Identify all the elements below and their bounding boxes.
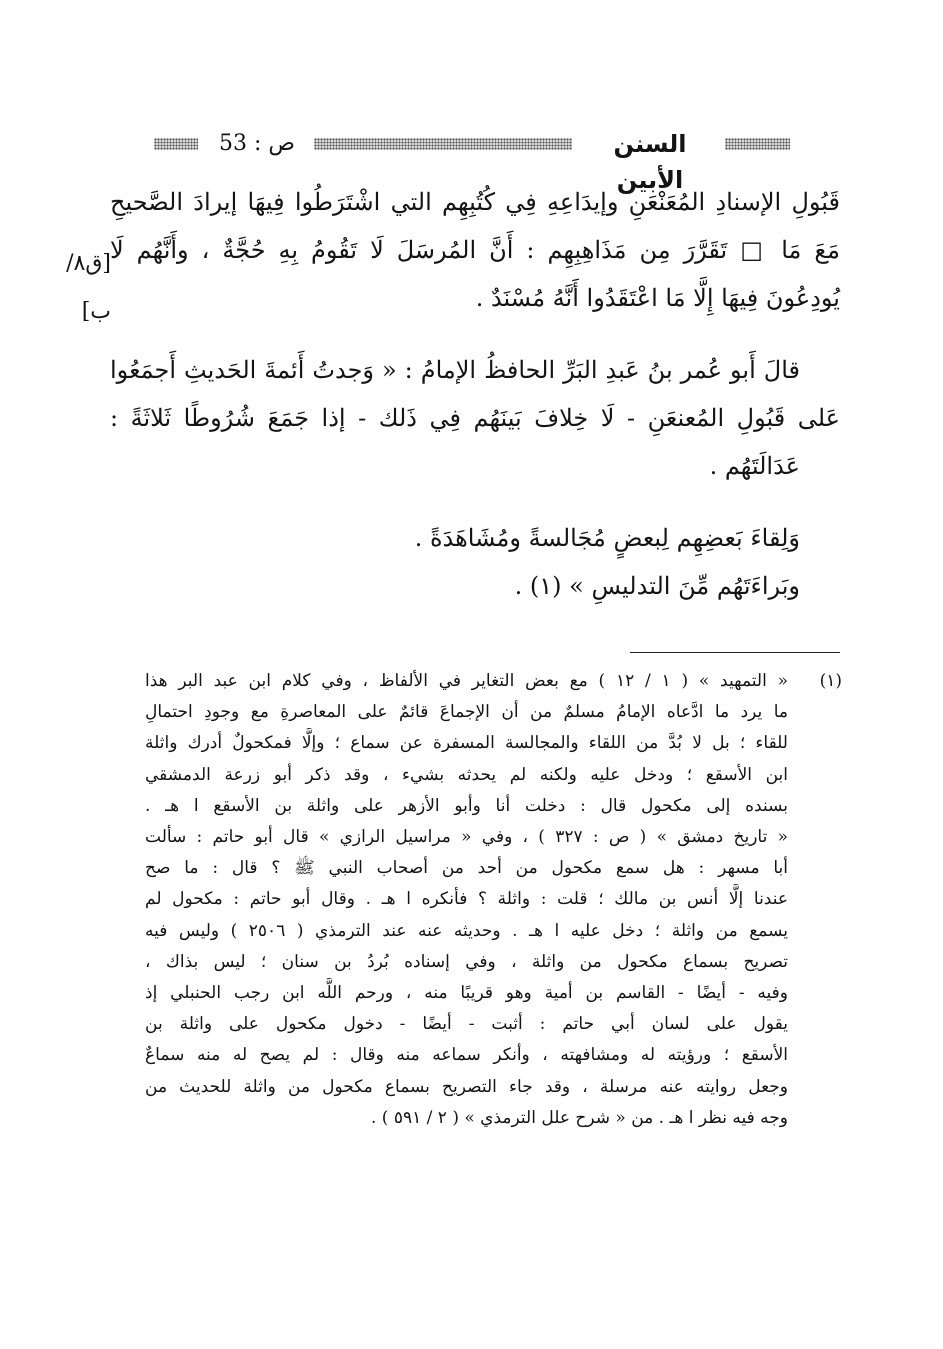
footnote [145,666,840,1134]
header-ornament-middle [314,138,572,150]
condition-3: وبَراءَتَهُم مِّنَ التدليسِ » (١) . [514,572,800,600]
footnote-line: أبا مسهر : هل سمع مكحول من أحد من أصحاب النبي ﷺ ؟ قال : ما صح [145,858,788,879]
footnote-line: للقاء ؛ بل لا بُدَّ من اللقاء والمجالسة المسفرة عن سماع ؛ وإلَّا فمكحولٌ أدرك واثلة [145,733,788,754]
text-line: قالَ أَبو عُمر بنُ عَبدِ البَرِّ الحافظُ الإمامُ : « وَجدتُ أَئمةَ الحَديثِ أَجمَعُوا [110,356,800,384]
footnote-line: يقول على لسان أبي حاتم : أثبت - أيضًا - دخول مكحول على واثلة بن [145,1014,788,1035]
page-number: ص : 53 [219,131,295,156]
text-line: عَلى قَبُولِ المُعنعَنِ - لَا خِلافَ بَينَهُم فِي ذَلك - إذا جَمَعَ شُرُوطًا ثَلاثَةً : [110,404,840,432]
footnote-line: « تاريخ دمشق » ( ص : ٣٢٧ ) ، وفي « مراسيل الرازي » قال أبو حاتم : سألت [145,827,788,848]
text-line: قَبُولِ الإسنادِ المُعَنْعَنِ وإيدَاعِهِ فِي كُتُبِهِم التي اشْتَرَطُوا فِيهَا إيرادَ الصَّحيحِ [110,188,840,216]
footnote-line: عندنا إلَّا أنس بن مالك ؛ قلت : واثلة ؟ فأنكره ا هـ . وقال أبو حاتم : مكحول لم [145,889,788,910]
paragraph-2 [110,346,840,442]
condition-2: وَلِقاءَ بَعضِهِم لِبعضٍ مُجَالسةً ومُشَاهَدَةً . [414,524,800,552]
footnote-line: ابن الأسقع ؛ ودخل عليه ولكنه لم يحدثه بشيء ، وقد ذكر أبو زرعة الدمشقي [145,764,788,785]
footnote-line: وجعل روايته عنه مرسلة ، وقد جاء التصريح بسماع مكحول من واثلة للحديث من [145,1076,788,1097]
header-ornament-left [154,138,198,150]
footnote-separator [630,652,840,653]
text-line: مَعَ مَا □ تَقَرَّرَ مِن مَذَاهِبِهِم : أَنَّ المُرسَلَ لَا تَقُومُ بِهِ حُجَّةٌ ، وأَنَّهُم لَا [110,236,840,264]
page-header [150,126,790,194]
manuscript-folio-reference: [ق٨/ب] [66,251,111,324]
footnote-line: يسمع من واثلة ؛ دخل عليه ا هـ . وحديثه عنه عند الترمذي ( ٢٥٠٦ ) وليس فيه [145,920,788,941]
text-line: يُودِعُونَ فِيهَا إِلَّا مَا اعْتَقَدُوا أَنَّهُ مُسْنَدٌ . [475,284,840,312]
paragraph-1 [110,178,840,322]
footnote-line: ما يرد ما ادَّعاه الإمامُ مسلمٌ من أن الإجماعَ قائمٌ على المعاصرةِ مع وجودِ احتمالِ [145,702,788,723]
footnote-line: الأسقع ؛ ورؤيته له ومشافهته ، وأنكر سماعه منه وقال : لم يصح له منه سماعٌ [145,1045,788,1066]
header-ornament-right [725,138,790,150]
footnote-number: (١) [819,671,842,691]
running-title: السنن الأبين [613,130,687,194]
footnote-line: وجه فيه نظر ا هـ . من « شرح علل الترمذي » ( ٢ / ٥٩١ ) . [371,1107,788,1128]
footnote-line: تصريح بسماع مكحول من واثلة ، وفي إسناده بُردُ بن سنان ؛ ليس بذاك ، [145,951,788,972]
footnote-line: بسنده إلى مكحول قال : دخلت أنا وأبو الأزهر على واثلة بن الأسقع ا هـ . [145,795,788,816]
condition-1: عَدَالَتَهُم . [709,452,800,480]
footnote-text [145,666,788,1134]
footnote-line: وفيه - أيضًا - القاسم بن أمية وهو قريبًا منه ، ورحم اللَّه ابن رجب الحنبلي إذ [145,983,788,1004]
main-text [110,178,840,610]
footnote-line: « التمهيد » ( ١ / ١٢ ) مع بعض التغاير في الألفاظ ، وفي كلام ابن عبد البر هذا [145,671,788,691]
